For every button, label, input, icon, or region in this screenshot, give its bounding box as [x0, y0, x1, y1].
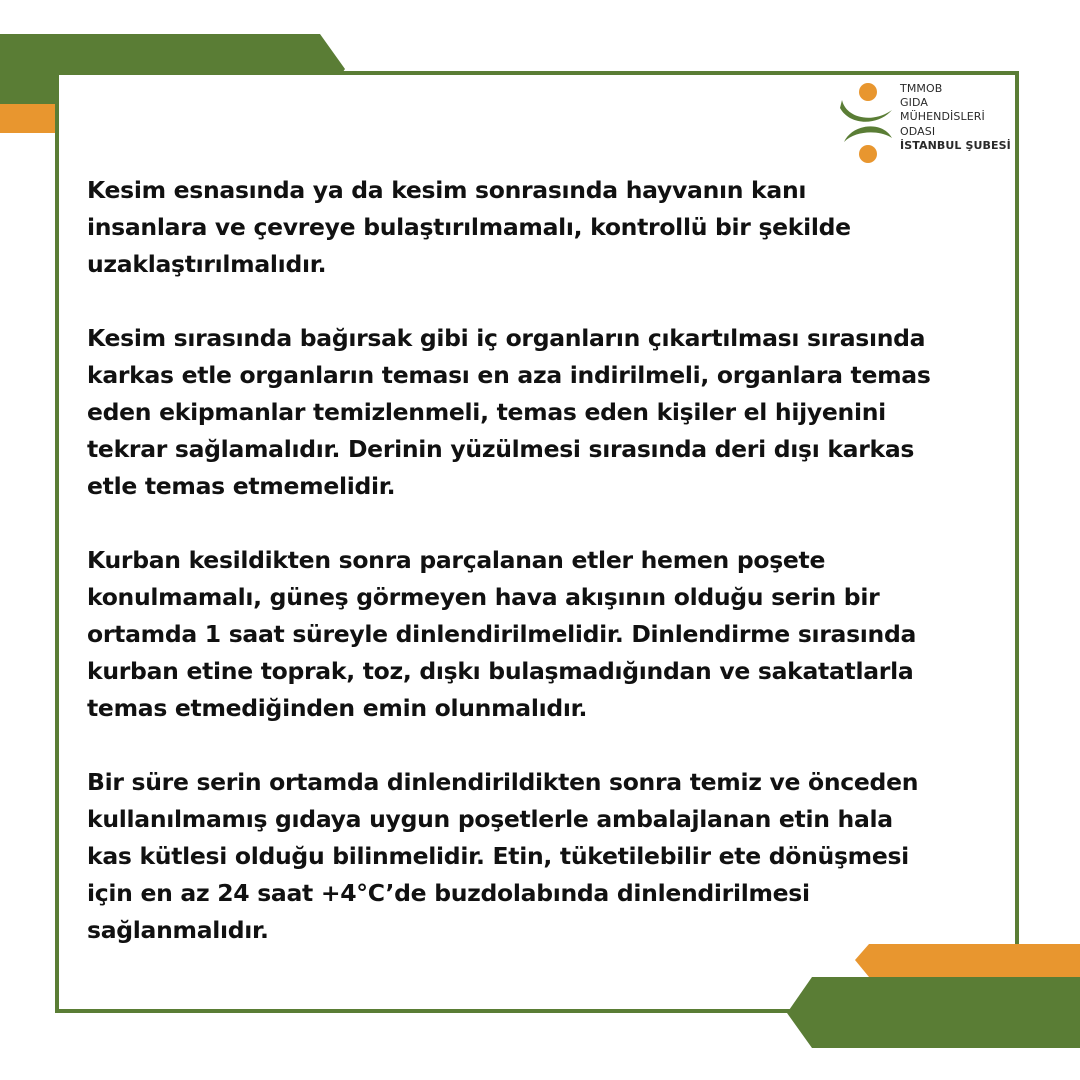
logo-mark-icon [838, 80, 896, 166]
logo-text-line: MÜHENDİSLERİ [900, 110, 985, 124]
logo-wordmark [900, 82, 1011, 153]
logo-text-line: İSTANBUL ŞUBESİ [900, 138, 1011, 152]
logo-text-line: ODASI [900, 124, 936, 138]
paragraph: Kesim sırasında bağırsak gibi iç organların çıkartılması sırasında karkas etle organların teması en aza indirilmeli, organlara temas eden ekipmanlar temizlenmeli, temas eden kişiler el hijyenini tekrar sağlamalıdır. Derinin yüzülmesi sırasında deri dışı karkas etle temas etmemelidir. [87, 324, 931, 500]
paragraph: Kesim esnasında ya da kesim sonrasında hayvanın kanı insanlara ve çevreye bulaştırılmamalı, kontrollü bir şekilde uzaklaştırılmalıdır. [87, 176, 851, 278]
paragraph: Bir süre serin ortamda dinlendirildikten sonra temiz ve önceden kullanılmamış gıdaya uygun poşetlerle ambalajlanan etin hala kas kütlesi olduğu bilinmelidir. Etin, tüketilebilir ete dönüşmesi için en az 24 saat +4°C’de buzdolabında dinlendirilmesi sağlanmalıdır. [87, 768, 919, 944]
logo-text-line: TMMOB [900, 82, 943, 95]
body-text [87, 172, 1007, 986]
logo-text-line: GIDA [900, 96, 928, 110]
paragraph: Kurban kesildikten sonra parçalanan etler hemen poşete konulmamalı, güneş görmeyen hava akışının olduğu serin bir ortamda 1 saat süreyle dinlendirilmelidir. Dinlendirme sırasında kurban etine toprak, toz, dışkı bulaşmadığından ve sakatatlarla temas etmediğinden emin olunmalıdır. [87, 546, 917, 722]
decorative-green-banner-bottom-right [787, 977, 1080, 1048]
organization-logo [838, 80, 1018, 166]
